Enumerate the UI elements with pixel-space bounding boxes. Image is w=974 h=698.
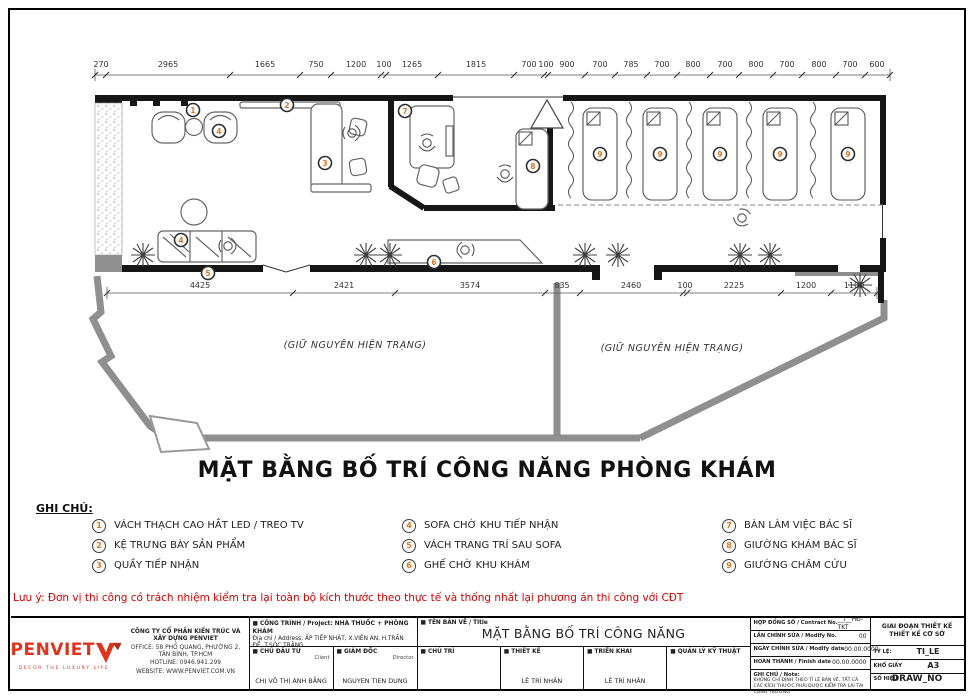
ceiling-light: [181, 101, 188, 106]
penviet-logo-mark-icon: [95, 641, 123, 665]
marker-3: [319, 157, 332, 170]
quan-ly-cell: ■ QUẢN LÝ KỸ THUẬT: [666, 647, 749, 689]
curtain-divider: [747, 102, 752, 198]
legend-item-label: SOFA CHỜ KHU TIẾP NHẬN: [424, 520, 559, 531]
keep-note-left: (GIỮ NGUYÊN HIỆN TRẠNG): [283, 340, 427, 351]
legend-heading: GHI CHÚ:: [36, 502, 93, 515]
legend-number-badge: 2: [92, 539, 106, 553]
entrance-opening: [598, 265, 656, 272]
existing-wall-diagonal: [640, 300, 884, 438]
svg-text:1665: 1665: [254, 60, 276, 69]
svg-text:1: 1: [190, 106, 196, 115]
legend-number-badge: 8: [722, 539, 736, 553]
ceiling-light: [130, 101, 137, 106]
marker-2: [281, 99, 294, 112]
marker-9: [714, 148, 727, 161]
svg-text:2460: 2460: [620, 281, 642, 290]
svg-text:4: 4: [178, 236, 184, 245]
door-swing: [531, 100, 563, 128]
contract-row: HỢP ĐỒNG SỐ / Contract No. __/__HĐ-TKT: [751, 618, 870, 631]
marker-9: [654, 148, 667, 161]
svg-text:750: 750: [308, 60, 324, 69]
project-value: NHÀ THUỐC + PHÒNG KHÁM: [252, 619, 409, 635]
office-chair: [416, 164, 440, 188]
title-block: [10, 616, 964, 695]
legend-item-label: GHẾ CHỜ KHU KHÁM: [424, 560, 530, 571]
legend-number-badge: 9: [722, 559, 736, 573]
legend-item-label: QUẦY TIẾP NHẬN: [114, 560, 200, 571]
legend-item-label: GIƯỜNG CHÂM CỨU: [744, 560, 847, 571]
person-icon: [731, 206, 753, 228]
plant-icon: [573, 243, 597, 267]
gray-wall-block: [95, 255, 122, 272]
svg-text:3574: 3574: [459, 281, 481, 290]
entrance-jamb: [654, 265, 662, 280]
client-cell: ■ CHỦ ĐẦU TƯ Client CHỊ VÕ THỊ ÁNH BẰNG: [250, 647, 333, 689]
drawing-number-cell: SỐ HIỆU DRAW_NO: [873, 674, 943, 685]
marker-6: [428, 256, 441, 269]
marker-9: [774, 148, 787, 161]
legend-item: [92, 539, 304, 552]
wall-opening-bottom-left: [263, 265, 310, 272]
legend-number-badge: 4: [402, 519, 416, 533]
partition-reception-office: [388, 101, 394, 187]
legend-item-label: KỆ TRƯNG BÀY SẢN PHẨM: [114, 540, 246, 551]
svg-text:2: 2: [284, 101, 290, 110]
marker-1: [187, 104, 200, 117]
marker-9: [594, 148, 607, 161]
contractor-note: Lưu ý: Đơn vị thi công có trách nhiệm kiểm tra lại toàn bộ kích thước theo thực tế và thống nhất lại phương án thi công với CĐT: [13, 592, 684, 604]
svg-text:600: 600: [869, 60, 885, 69]
keep-note-right: (GIỮ NGUYÊN HIỆN TRẠNG): [600, 343, 744, 354]
stool: [349, 158, 368, 177]
drawing-title-panel: [417, 618, 750, 689]
waiting-bench: [388, 240, 542, 263]
stage-panel: [870, 618, 964, 689]
svg-text:900: 900: [559, 60, 575, 69]
svg-text:800: 800: [811, 60, 827, 69]
director-cell: ■ GIÁM ĐỐC Director NGUYEN TIEN DUNG: [333, 647, 417, 689]
note-row: GHI CHÚ / Note: KHÔNG CHỈ ĐỊNH THEO TỈ LỆ BẢN VẼ, TẤT CẢ CÁC KÍCH THƯỚC PHẢI ĐƯỢC KIỂM TRA LẠI TẠI CÔNG TRƯỜNG: [753, 671, 864, 695]
svg-text:2421: 2421: [333, 281, 355, 290]
client-name: CHỊ VÕ THỊ ÁNH BẰNG: [255, 676, 327, 685]
svg-text:9: 9: [845, 150, 851, 159]
svg-text:1815: 1815: [465, 60, 487, 69]
top-dimension-chain: [92, 60, 893, 81]
legend-item-label: VÁCH TRANG TRÍ SAU SOFA: [424, 540, 562, 551]
reception-counter: [311, 104, 371, 192]
svg-text:7: 7: [402, 107, 408, 116]
doctor-desk: [410, 106, 454, 168]
stool: [349, 118, 368, 137]
curtain-divider: [811, 102, 816, 198]
existing-walls: [93, 268, 884, 452]
page-title: MẶT BẰNG BỐ TRÍ CÔNG NĂNG PHÒNG KHÁM: [197, 458, 777, 483]
project-label: ■ CÔNG TRÌNH / Project:: [252, 620, 333, 627]
svg-text:2965: 2965: [157, 60, 179, 69]
drawing-title-cell: ■ TÊN BẢN VẼ / Title MẶT BẰNG BỐ TRÍ CÔNG NĂNG: [418, 618, 750, 647]
armchair: [152, 112, 185, 143]
legend-item: [402, 539, 561, 552]
modify-date-row: NGÀY CHỈNH SỬA / Modify date 00.00.0000: [751, 644, 870, 657]
company-logo: [11, 635, 123, 672]
logo-tagline: DECOR THE LUXURY LIFE: [18, 665, 110, 671]
designer-name: LÊ TRÍ NHÂN: [521, 676, 563, 685]
company-panel: [11, 618, 249, 689]
paper-row: KHỔ GIẤY A3: [871, 660, 964, 674]
legend-item: [722, 559, 857, 572]
project-cell: [250, 618, 417, 650]
marker-5: [202, 267, 215, 280]
wall-right-stub: [878, 265, 884, 303]
svg-text:700: 700: [654, 60, 670, 69]
address-label: Địa chỉ / Address:: [252, 635, 304, 642]
company-website: WEBSITE: WWW.PENVIET.COM.VN: [136, 668, 235, 675]
wall-opening-bottom-right: [838, 265, 860, 272]
svg-text:9: 9: [657, 150, 663, 159]
legend-item-label: BÀN LÀM VIỆC BÁC SĨ: [744, 520, 853, 531]
wall-bottom: [122, 265, 886, 272]
director-name: NGUYEN TIEN DUNG: [342, 676, 408, 685]
drawing-title-value: MẶT BẰNG BỐ TRÍ CÔNG NĂNG: [481, 625, 686, 641]
legend-column-1: [92, 519, 304, 579]
legend-number-badge: 6: [402, 559, 416, 573]
svg-text:4: 4: [216, 127, 222, 136]
svg-text:700: 700: [592, 60, 608, 69]
svg-text:9: 9: [777, 150, 783, 159]
drafter-name: LÊ TRÍ NHÂN: [604, 676, 646, 685]
legend-item: [722, 519, 857, 532]
plant-icon: [354, 243, 378, 267]
legend-number-badge: 5: [402, 539, 416, 553]
address-value: ẤP TIẾP NHẬT, X.VIÊN AN, H.TRẦN ĐỀ, T.SÓC TRĂNG: [252, 635, 404, 650]
legend-item-label: VÁCH THẠCH CAO HẮT LED / TREO TV: [114, 520, 304, 531]
partition-diagonal: [390, 186, 424, 208]
hatched-existing-column: [95, 103, 122, 255]
legend-number-badge: 1: [92, 519, 106, 533]
svg-text:4425: 4425: [189, 281, 211, 290]
plant-icon: [131, 243, 155, 267]
svg-text:1200: 1200: [795, 281, 817, 290]
scale-row: TỶ LỆ: TI_LE: [871, 646, 964, 660]
chu-tri-cell: ■ CHỦ TRÌ: [420, 648, 455, 655]
svg-text:785: 785: [623, 60, 639, 69]
svg-text:100: 100: [538, 60, 554, 69]
finish-date-row: HOÀN THÀNH / Finish date 00.00.0000: [751, 657, 870, 670]
company-info: [123, 627, 249, 679]
svg-text:835: 835: [554, 281, 570, 290]
svg-text:6: 6: [431, 258, 437, 267]
svg-text:700: 700: [521, 60, 537, 69]
legend-item-label: GIƯỜNG KHÁM BÁC SĨ: [744, 540, 857, 551]
modify-no-row: LẦN CHỈNH SỬA / Modify No. 00: [751, 631, 870, 644]
side-table: [186, 119, 203, 136]
plant-icon: [758, 243, 782, 267]
ceiling-light: [153, 101, 160, 106]
company-office: OFFICE: 58 PHỔ QUANG, PHƯỜNG 2, TÂN BÌNH, TP.HCM: [130, 644, 241, 658]
thiet-ke-cell: ■ THIẾT KẾ LÊ TRÍ NHÂN: [500, 647, 583, 689]
guest-chair: [442, 176, 460, 194]
entrance-jamb: [592, 265, 600, 280]
svg-text:1200: 1200: [345, 60, 367, 69]
plant-icon: [606, 243, 630, 267]
logo-text: PENVIET: [10, 639, 95, 660]
svg-text:700: 700: [779, 60, 795, 69]
company-name: CÔNG TY CỔ PHẦN KIẾN TRÚC VÀ XÂY DỰNG PENVIET: [130, 628, 241, 643]
marker-8: [527, 160, 540, 173]
legend-column-2: [402, 519, 561, 579]
curtain-divider: [627, 102, 632, 198]
svg-text:800: 800: [685, 60, 701, 69]
marker-9: [842, 148, 855, 161]
legend-item: [92, 559, 304, 572]
contract-panel: [750, 616, 879, 695]
svg-text:100: 100: [376, 60, 392, 69]
legend-item: [722, 539, 857, 552]
svg-text:100: 100: [677, 281, 693, 290]
svg-text:8: 8: [530, 162, 536, 171]
legend-column-3: [722, 519, 857, 579]
coffee-table: [181, 199, 207, 225]
curtain-divider: [687, 102, 692, 198]
svg-text:800: 800: [748, 60, 764, 69]
trien-khai-cell: ■ TRIỂN KHAI LÊ TRÍ NHÂN: [583, 647, 666, 689]
wall-right: [880, 95, 886, 272]
svg-text:700: 700: [717, 60, 733, 69]
sofa: [158, 231, 256, 262]
marker-4: [213, 125, 226, 138]
svg-text:9: 9: [717, 150, 723, 159]
svg-text:5: 5: [205, 269, 211, 278]
existing-ramp-shape: [150, 416, 209, 452]
legend-item: [402, 519, 561, 532]
legend-number-badge: 3: [92, 559, 106, 573]
legend-number-badge: 7: [722, 519, 736, 533]
legend-item: [92, 519, 304, 532]
wall-corner-block: [95, 95, 122, 103]
svg-text:270: 270: [93, 60, 109, 69]
plant-icon: [728, 243, 752, 267]
svg-text:3: 3: [322, 159, 328, 168]
middle-dimension-chain: [104, 281, 880, 299]
svg-text:9: 9: [597, 150, 603, 159]
svg-text:2225: 2225: [723, 281, 745, 290]
legend-item: [402, 559, 561, 572]
curtain-divider: [569, 102, 574, 198]
marker-7: [399, 105, 412, 118]
svg-text:1100: 1100: [843, 281, 865, 290]
svg-text:1265: 1265: [401, 60, 423, 69]
project-panel: [249, 618, 417, 689]
design-stage-cell: GIAI ĐOẠN THIẾT KẾ THIẾT KẾ CƠ SỞ: [871, 618, 964, 646]
company-hotline: HOTLINE: 0946.941.299: [150, 660, 221, 667]
svg-text:700: 700: [842, 60, 858, 69]
person-icon: [497, 165, 513, 182]
marker-4: [175, 234, 188, 247]
